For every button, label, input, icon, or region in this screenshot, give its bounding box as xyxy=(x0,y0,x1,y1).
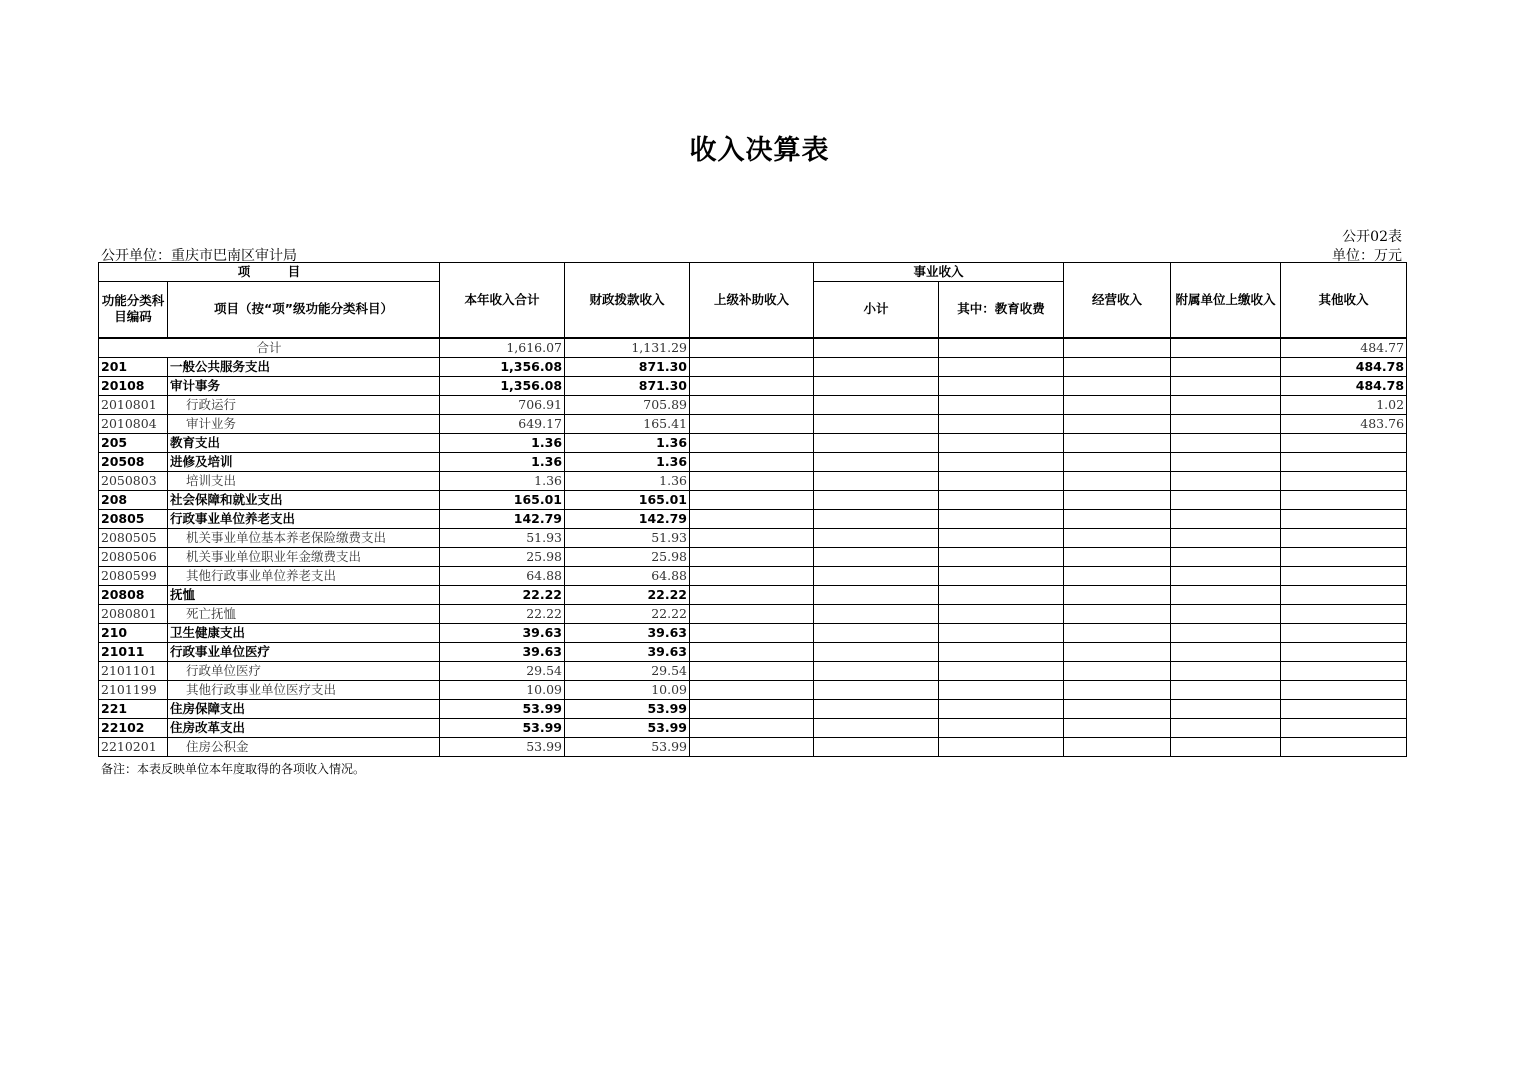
cell-other xyxy=(1281,566,1407,585)
cell-other xyxy=(1281,471,1407,490)
cell-affiliated xyxy=(1171,376,1281,395)
cell-operating xyxy=(1064,566,1171,585)
table-row xyxy=(99,718,1407,737)
cell-subtotal xyxy=(814,547,939,566)
cell-fiscal: 871.30 xyxy=(565,357,690,376)
cell-total: 1,356.08 xyxy=(440,357,565,376)
cell-fiscal: 53.99 xyxy=(565,737,690,756)
cell-code: 20808 xyxy=(99,585,168,604)
cell-fiscal: 142.79 xyxy=(565,509,690,528)
cell-superior xyxy=(690,604,814,623)
cell-fiscal: 871.30 xyxy=(565,376,690,395)
cell-subtotal xyxy=(814,509,939,528)
cell-superior xyxy=(690,490,814,509)
cell-other xyxy=(1281,642,1407,661)
cell-superior xyxy=(690,376,814,395)
cell-operating xyxy=(1064,699,1171,718)
cell-superior xyxy=(690,433,814,452)
page-title: 收入决算表 xyxy=(689,135,830,166)
cell-affiliated xyxy=(1171,737,1281,756)
cell-fiscal: 53.99 xyxy=(565,718,690,737)
header-business: 事业收入 xyxy=(814,263,1064,282)
cell-affiliated xyxy=(1171,509,1281,528)
cell-code: 221 xyxy=(99,699,168,718)
cell-superior xyxy=(690,680,814,699)
header-subtotal: 小计 xyxy=(814,282,939,338)
cell-superior xyxy=(690,699,814,718)
cell-education xyxy=(939,642,1064,661)
cell-superior xyxy=(690,585,814,604)
cell-fiscal: 1.36 xyxy=(565,452,690,471)
cell-superior xyxy=(690,509,814,528)
table-row xyxy=(99,737,1407,756)
cell-affiliated xyxy=(1171,623,1281,642)
table-row xyxy=(99,699,1407,718)
cell-education xyxy=(939,604,1064,623)
header-project: 项 目 xyxy=(99,263,440,282)
cell-subtotal xyxy=(814,585,939,604)
cell-affiliated xyxy=(1171,490,1281,509)
total-operating xyxy=(1064,338,1171,358)
cell-affiliated xyxy=(1171,642,1281,661)
cell-code: 2101199 xyxy=(99,680,168,699)
cell-affiliated xyxy=(1171,585,1281,604)
cell-code: 20108 xyxy=(99,376,168,395)
cell-name: 教育支出 xyxy=(168,433,440,452)
cell-education xyxy=(939,528,1064,547)
cell-total: 25.98 xyxy=(440,547,565,566)
cell-name: 行政单位医疗 xyxy=(168,661,440,680)
cell-subtotal xyxy=(814,414,939,433)
cell-subtotal xyxy=(814,433,939,452)
cell-total: 165.01 xyxy=(440,490,565,509)
cell-operating xyxy=(1064,471,1171,490)
cell-education xyxy=(939,414,1064,433)
cell-education xyxy=(939,433,1064,452)
cell-subtotal xyxy=(814,452,939,471)
cell-fiscal: 53.99 xyxy=(565,699,690,718)
table-row xyxy=(99,395,1407,414)
cell-name: 培训支出 xyxy=(168,471,440,490)
cell-fiscal: 39.63 xyxy=(565,623,690,642)
cell-affiliated xyxy=(1171,718,1281,737)
cell-name: 住房公积金 xyxy=(168,737,440,756)
cell-affiliated xyxy=(1171,414,1281,433)
header-superior: 上级补助收入 xyxy=(690,263,814,338)
cell-other xyxy=(1281,718,1407,737)
cell-superior xyxy=(690,661,814,680)
cell-subtotal xyxy=(814,604,939,623)
cell-code: 2080801 xyxy=(99,604,168,623)
cell-subtotal xyxy=(814,490,939,509)
cell-affiliated xyxy=(1171,433,1281,452)
currency-unit: 单位：万元 xyxy=(1332,248,1402,264)
cell-total: 29.54 xyxy=(440,661,565,680)
cell-name: 行政事业单位养老支出 xyxy=(168,509,440,528)
header-fiscal: 财政拨款收入 xyxy=(565,263,690,338)
cell-affiliated xyxy=(1171,547,1281,566)
cell-affiliated xyxy=(1171,680,1281,699)
cell-operating xyxy=(1064,604,1171,623)
cell-subtotal xyxy=(814,566,939,585)
table-row xyxy=(99,604,1407,623)
cell-superior xyxy=(690,547,814,566)
cell-total: 64.88 xyxy=(440,566,565,585)
cell-total: 39.63 xyxy=(440,642,565,661)
cell-subtotal xyxy=(814,623,939,642)
cell-operating xyxy=(1064,623,1171,642)
cell-name: 机关事业单位职业年金缴费支出 xyxy=(168,547,440,566)
cell-superior xyxy=(690,395,814,414)
cell-education xyxy=(939,452,1064,471)
cell-other xyxy=(1281,585,1407,604)
cell-education xyxy=(939,357,1064,376)
footnote: 备注：本表反映单位本年度取得的各项收入情况。 xyxy=(101,762,366,776)
cell-code: 205 xyxy=(99,433,168,452)
cell-total: 1.36 xyxy=(440,433,565,452)
cell-education xyxy=(939,395,1064,414)
cell-fiscal: 10.09 xyxy=(565,680,690,699)
cell-education xyxy=(939,661,1064,680)
cell-education xyxy=(939,623,1064,642)
cell-total: 22.22 xyxy=(440,585,565,604)
table-row xyxy=(99,642,1407,661)
cell-superior xyxy=(690,452,814,471)
cell-name: 死亡抚恤 xyxy=(168,604,440,623)
total-superior xyxy=(690,338,814,358)
cell-education xyxy=(939,509,1064,528)
cell-other xyxy=(1281,490,1407,509)
cell-subtotal xyxy=(814,395,939,414)
cell-other xyxy=(1281,528,1407,547)
cell-other xyxy=(1281,623,1407,642)
cell-name: 进修及培训 xyxy=(168,452,440,471)
cell-code: 2010801 xyxy=(99,395,168,414)
cell-total: 51.93 xyxy=(440,528,565,547)
cell-education xyxy=(939,585,1064,604)
cell-name: 一般公共服务支出 xyxy=(168,357,440,376)
cell-code: 2080505 xyxy=(99,528,168,547)
cell-education xyxy=(939,566,1064,585)
total-affiliated xyxy=(1171,338,1281,358)
cell-affiliated xyxy=(1171,604,1281,623)
cell-subtotal xyxy=(814,699,939,718)
cell-other xyxy=(1281,547,1407,566)
cell-total: 10.09 xyxy=(440,680,565,699)
cell-name: 其他行政事业单位养老支出 xyxy=(168,566,440,585)
cell-affiliated xyxy=(1171,566,1281,585)
cell-fiscal: 39.63 xyxy=(565,642,690,661)
cell-subtotal xyxy=(814,642,939,661)
cell-affiliated xyxy=(1171,471,1281,490)
cell-operating xyxy=(1064,414,1171,433)
cell-code: 20805 xyxy=(99,509,168,528)
total-total: 1,616.07 xyxy=(440,338,565,358)
header-operating: 经营收入 xyxy=(1064,263,1171,338)
table-row xyxy=(99,623,1407,642)
table-row xyxy=(99,376,1407,395)
reporting-unit: 公开单位：重庆市巴南区审计局 xyxy=(101,248,297,264)
cell-code: 20508 xyxy=(99,452,168,471)
total-fiscal: 1,131.29 xyxy=(565,338,690,358)
cell-fiscal: 165.01 xyxy=(565,490,690,509)
cell-other xyxy=(1281,661,1407,680)
header-education: 其中：教育收费 xyxy=(939,282,1064,338)
cell-subtotal xyxy=(814,680,939,699)
cell-fiscal: 22.22 xyxy=(565,604,690,623)
cell-operating xyxy=(1064,357,1171,376)
cell-operating xyxy=(1064,737,1171,756)
cell-name: 社会保障和就业支出 xyxy=(168,490,440,509)
cell-affiliated xyxy=(1171,528,1281,547)
header-other: 其他收入 xyxy=(1281,263,1407,338)
total-other: 484.77 xyxy=(1281,338,1407,358)
total-education xyxy=(939,338,1064,358)
table-row xyxy=(99,661,1407,680)
cell-operating xyxy=(1064,642,1171,661)
cell-fiscal: 51.93 xyxy=(565,528,690,547)
cell-affiliated xyxy=(1171,661,1281,680)
total-label: 合计 xyxy=(99,338,440,358)
cell-total: 1.36 xyxy=(440,452,565,471)
cell-superior xyxy=(690,642,814,661)
cell-subtotal xyxy=(814,471,939,490)
table-row xyxy=(99,357,1407,376)
cell-operating xyxy=(1064,585,1171,604)
cell-operating xyxy=(1064,452,1171,471)
cell-fiscal: 29.54 xyxy=(565,661,690,680)
cell-other: 1.02 xyxy=(1281,395,1407,414)
table-row xyxy=(99,471,1407,490)
cell-name: 卫生健康支出 xyxy=(168,623,440,642)
cell-superior xyxy=(690,718,814,737)
cell-education xyxy=(939,490,1064,509)
table-row xyxy=(99,528,1407,547)
cell-other xyxy=(1281,433,1407,452)
cell-subtotal xyxy=(814,737,939,756)
header-name: 项目（按“项”级功能分类科目） xyxy=(168,282,440,338)
cell-total: 142.79 xyxy=(440,509,565,528)
cell-education xyxy=(939,718,1064,737)
table-row xyxy=(99,566,1407,585)
cell-total: 53.99 xyxy=(440,699,565,718)
cell-affiliated xyxy=(1171,699,1281,718)
cell-total: 649.17 xyxy=(440,414,565,433)
cell-total: 1.36 xyxy=(440,471,565,490)
cell-operating xyxy=(1064,509,1171,528)
cell-other: 484.78 xyxy=(1281,357,1407,376)
cell-other xyxy=(1281,737,1407,756)
cell-total: 22.22 xyxy=(440,604,565,623)
cell-name: 机关事业单位基本养老保险缴费支出 xyxy=(168,528,440,547)
cell-fiscal: 64.88 xyxy=(565,566,690,585)
cell-education xyxy=(939,471,1064,490)
cell-operating xyxy=(1064,395,1171,414)
cell-affiliated xyxy=(1171,357,1281,376)
cell-education xyxy=(939,737,1064,756)
cell-other xyxy=(1281,680,1407,699)
cell-name: 审计业务 xyxy=(168,414,440,433)
cell-other xyxy=(1281,604,1407,623)
cell-subtotal xyxy=(814,661,939,680)
table-row xyxy=(99,680,1407,699)
cell-operating xyxy=(1064,376,1171,395)
cell-affiliated xyxy=(1171,452,1281,471)
cell-fiscal: 705.89 xyxy=(565,395,690,414)
cell-fiscal: 1.36 xyxy=(565,471,690,490)
cell-code: 2010804 xyxy=(99,414,168,433)
cell-subtotal xyxy=(814,718,939,737)
table-row xyxy=(99,452,1407,471)
cell-other xyxy=(1281,699,1407,718)
header-affiliated: 附属单位上缴收入 xyxy=(1171,263,1281,338)
table-row xyxy=(99,547,1407,566)
cell-name: 其他行政事业单位医疗支出 xyxy=(168,680,440,699)
cell-fiscal: 22.22 xyxy=(565,585,690,604)
cell-name: 行政运行 xyxy=(168,395,440,414)
header-code: 功能分类科目编码 xyxy=(99,282,168,338)
cell-operating xyxy=(1064,547,1171,566)
cell-code: 2210201 xyxy=(99,737,168,756)
table-code: 公开02表 xyxy=(1342,229,1402,245)
cell-operating xyxy=(1064,528,1171,547)
table-row xyxy=(99,414,1407,433)
cell-superior xyxy=(690,357,814,376)
cell-operating xyxy=(1064,718,1171,737)
cell-fiscal: 1.36 xyxy=(565,433,690,452)
cell-other: 483.76 xyxy=(1281,414,1407,433)
cell-education xyxy=(939,547,1064,566)
cell-total: 53.99 xyxy=(440,737,565,756)
cell-total: 1,356.08 xyxy=(440,376,565,395)
cell-superior xyxy=(690,566,814,585)
cell-other xyxy=(1281,509,1407,528)
cell-education xyxy=(939,680,1064,699)
cell-code: 208 xyxy=(99,490,168,509)
cell-fiscal: 165.41 xyxy=(565,414,690,433)
cell-code: 21011 xyxy=(99,642,168,661)
cell-total: 53.99 xyxy=(440,718,565,737)
table-row xyxy=(99,433,1407,452)
cell-name: 行政事业单位医疗 xyxy=(168,642,440,661)
cell-subtotal xyxy=(814,357,939,376)
cell-operating xyxy=(1064,433,1171,452)
cell-subtotal xyxy=(814,528,939,547)
cell-operating xyxy=(1064,490,1171,509)
cell-name: 住房保障支出 xyxy=(168,699,440,718)
cell-fiscal: 25.98 xyxy=(565,547,690,566)
cell-total: 39.63 xyxy=(440,623,565,642)
cell-name: 抚恤 xyxy=(168,585,440,604)
cell-superior xyxy=(690,623,814,642)
total-row xyxy=(99,338,1407,358)
cell-name: 审计事务 xyxy=(168,376,440,395)
cell-superior xyxy=(690,414,814,433)
cell-code: 2080599 xyxy=(99,566,168,585)
cell-subtotal xyxy=(814,376,939,395)
table-row xyxy=(99,509,1407,528)
table-row xyxy=(99,490,1407,509)
header-total: 本年收入合计 xyxy=(440,263,565,338)
cell-name: 住房改革支出 xyxy=(168,718,440,737)
cell-superior xyxy=(690,528,814,547)
total-subtotal xyxy=(814,338,939,358)
cell-education xyxy=(939,376,1064,395)
cell-total: 706.91 xyxy=(440,395,565,414)
cell-operating xyxy=(1064,680,1171,699)
cell-code: 201 xyxy=(99,357,168,376)
cell-operating xyxy=(1064,661,1171,680)
income-table xyxy=(98,262,1407,757)
cell-affiliated xyxy=(1171,395,1281,414)
cell-education xyxy=(939,699,1064,718)
cell-code: 210 xyxy=(99,623,168,642)
cell-superior xyxy=(690,471,814,490)
cell-code: 2101101 xyxy=(99,661,168,680)
cell-code: 2050803 xyxy=(99,471,168,490)
cell-superior xyxy=(690,737,814,756)
cell-code: 2080506 xyxy=(99,547,168,566)
cell-other: 484.78 xyxy=(1281,376,1407,395)
cell-code: 22102 xyxy=(99,718,168,737)
table-row xyxy=(99,585,1407,604)
cell-other xyxy=(1281,452,1407,471)
